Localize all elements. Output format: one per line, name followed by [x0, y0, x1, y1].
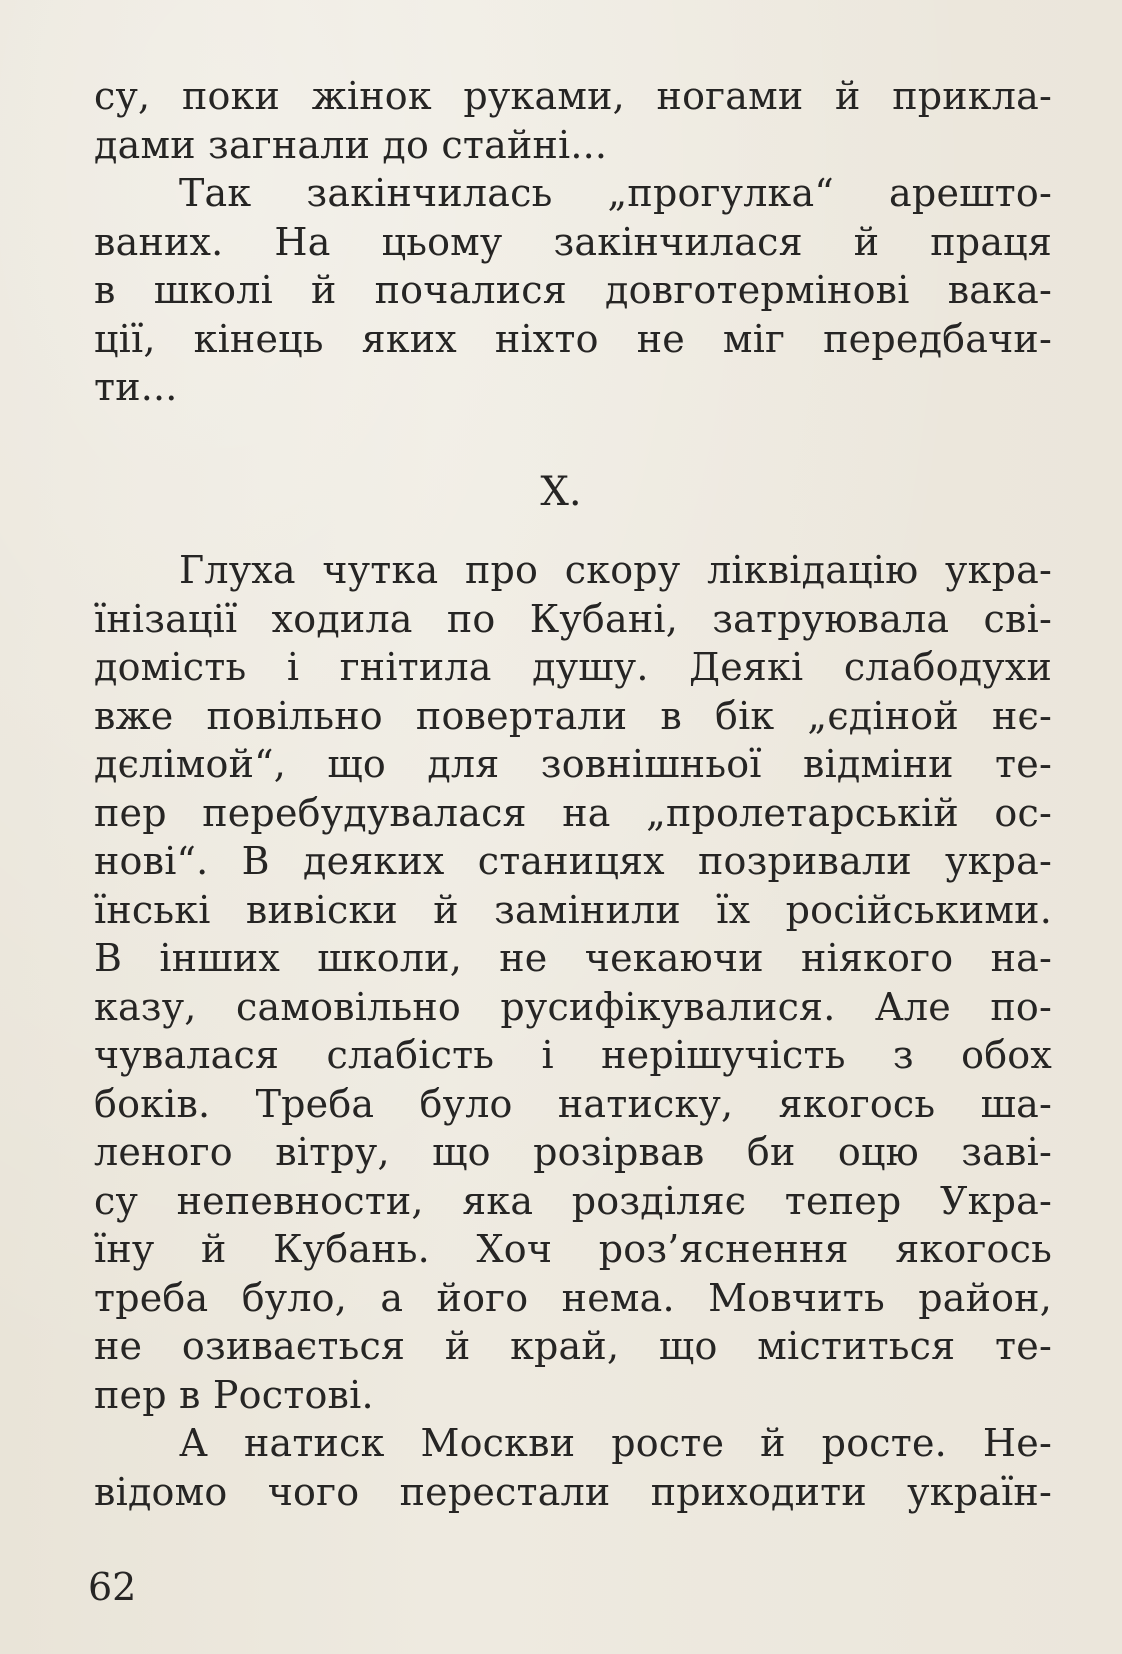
text-line: А натиск Москви росте й росте. Не-: [179, 1421, 1052, 1465]
text-line: їнізації ходила по Кубані, затруювала сві-: [94, 596, 1052, 641]
text-line: не озивається й край, що міститься те-: [94, 1324, 1052, 1368]
text-line: треба було, а його нема. Мовчить район,: [94, 1275, 1052, 1320]
text-line: в школі й почалися довготермінові вака-: [94, 268, 1052, 312]
text-line: боків. Треба було натиску, якогось ша-: [94, 1081, 1052, 1126]
text-line: Так закінчилась „прогулка“ арешто-: [179, 171, 1052, 215]
text-line: домість і гнітила душу. Деякі слабодухи: [94, 645, 1052, 689]
text-line: дами загнали до стайні...: [94, 122, 608, 167]
text-line: їну й Кубань. Хоч роз’яснення якогось: [94, 1227, 1052, 1271]
text-line: ції, кінець яких ніхто не міг передбачи-: [94, 316, 1052, 361]
text-line: су непевности, яка розділяє тепер Укра-: [94, 1178, 1052, 1223]
text-line: В інших школи, не чекаючи ніякого на-: [94, 936, 1052, 980]
chapter-heading: X.: [540, 469, 582, 515]
text-line: ти...: [94, 365, 178, 409]
text-line: Глуха чутка про скору ліквідацію укра-: [179, 548, 1052, 592]
top-text-block: [94, 72, 1052, 412]
text-line: пер в Ростові.: [94, 1372, 374, 1417]
text-line: су, поки жінок руками, ногами й прикла-: [94, 74, 1052, 118]
text-line: вже повільно повертали в бік „єдіной нє-: [94, 693, 1052, 738]
page-number: 62: [88, 1565, 137, 1609]
text-line: ваних. На цьому закінчилася й праця: [94, 219, 1052, 264]
text-line: їнські вивіски й замінили їх російськими.: [94, 887, 1052, 932]
text-line: чувалася слабість і нерішучість з обох: [94, 1033, 1052, 1077]
bottom-text-block: [94, 546, 1052, 1516]
text-line: пер перебудувалася на „пролетарській ос-: [94, 790, 1052, 835]
text-line: казу, самовільно русифікувалися. Але по-: [94, 984, 1052, 1029]
text-line: леного вітру, що розірвав би оцю заві-: [94, 1130, 1052, 1174]
text-line: відомо чого перестали приходити україн-: [94, 1469, 1052, 1514]
text-line: дєлімой“, що для зовнішньої відміни те-: [94, 742, 1052, 786]
text-line: нові“. В деяких станицях позривали укра-: [94, 839, 1052, 883]
